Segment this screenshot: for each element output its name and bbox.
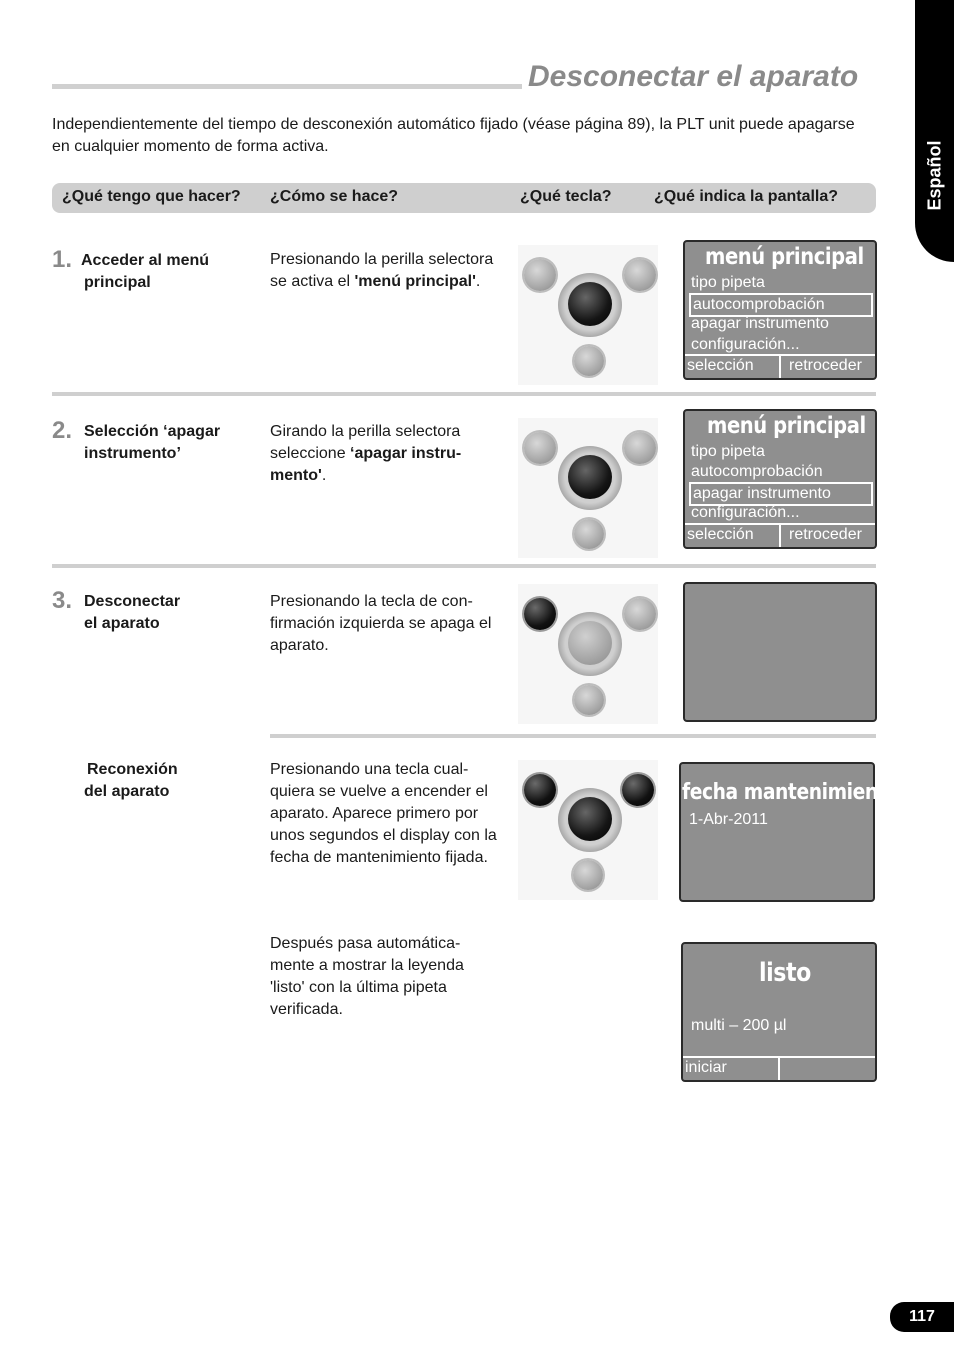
footer-divider (779, 525, 781, 547)
step-label: Selección ‘apagar (84, 423, 221, 440)
keypad (518, 584, 658, 724)
right-key[interactable] (624, 598, 656, 630)
menu-item-selected: apagar instrumento (689, 482, 873, 506)
language-tab-label: Español (924, 140, 945, 211)
step-description: Presionando la tecla de con-firmación izquierda se apaga el aparato. (270, 593, 492, 654)
menu-item-selected: autocomprobación (689, 293, 873, 317)
step-number: 3. (52, 587, 73, 614)
header-how: ¿Cómo se hace? (270, 188, 399, 205)
left-confirm-key[interactable] (524, 598, 556, 630)
softkey-left-label: selección (687, 526, 754, 543)
softkey-left-label: selección (687, 357, 754, 374)
header-key: ¿Qué tecla? (520, 188, 612, 205)
row-separator (270, 734, 876, 738)
step-description: Presionando una tecla cual-quiera se vuelve a encender el aparato. Aparece primero por unos segundos el display con la fecha de mantenimiento fijada. (270, 761, 497, 866)
right-key[interactable] (624, 259, 656, 291)
step-number: 1. (52, 246, 73, 273)
step-description: Presionando la perilla selectora se activa el 'menú principal'. (270, 251, 494, 290)
step-label: del aparato (84, 783, 170, 800)
menu-item: apagar instrumento (691, 315, 829, 332)
page-number: 117 (890, 1302, 954, 1332)
right-key[interactable] (624, 432, 656, 464)
softkey-left-label: iniciar (685, 1059, 727, 1076)
bottom-key[interactable] (574, 346, 604, 376)
menu-item: tipo pipeta (691, 443, 765, 460)
step-label: instrumento’ (84, 445, 181, 462)
menu-item: tipo pipeta (691, 274, 765, 291)
header-what: ¿Qué tengo que hacer? (62, 188, 241, 205)
display-screen-off (683, 582, 877, 722)
selector-knob[interactable] (568, 621, 612, 665)
step-label: Desconectar (84, 593, 181, 610)
step-label: Reconexión (87, 761, 178, 778)
keypad (518, 245, 658, 385)
step-label: Acceder al menú (81, 252, 210, 269)
left-key[interactable] (524, 259, 556, 291)
screen-title: listo (759, 958, 811, 988)
title-rule (52, 84, 522, 89)
display-screen-ready (681, 942, 877, 1082)
row-separator (52, 564, 876, 568)
step-description: Después pasa automática-mente a mostrar la leyenda 'listo' con la última pipeta verificada. (270, 935, 464, 1018)
menu-item: autocomprobación (691, 463, 823, 480)
intro-text: Independientemente del tiempo de desconexión automático fijado (véase página 89), la PLT unit puede apagarse en cualquier momento de forma activa. (52, 116, 855, 155)
selector-knob[interactable] (568, 797, 612, 841)
screen-footer (683, 1056, 875, 1080)
selector-knob[interactable] (568, 455, 612, 499)
language-tab (915, 0, 954, 262)
selector-knob[interactable] (568, 282, 612, 326)
display-screen-maintenance (679, 762, 899, 902)
menu-item: configuración... (691, 504, 800, 521)
footer-divider (779, 356, 781, 378)
bottom-key[interactable] (574, 685, 604, 715)
pipette-info: multi – 200 µl (691, 1017, 787, 1034)
display-screen (683, 240, 877, 380)
page-title: Desconectar el aparato (528, 60, 859, 93)
screen-footer (685, 523, 875, 547)
screen-title: menú principal (705, 244, 864, 270)
row-separator (52, 392, 876, 396)
keypad (518, 418, 658, 558)
right-key[interactable] (622, 774, 654, 806)
screen-title: menú principal (707, 413, 866, 439)
step-label: principal (84, 274, 151, 291)
left-key[interactable] (524, 774, 556, 806)
display-screen (683, 409, 877, 549)
screen-title: fecha mantenimiento (682, 780, 899, 805)
softkey-right-label: retroceder (789, 357, 862, 374)
bottom-key[interactable] (573, 860, 603, 890)
header-display: ¿Qué indica la pantalla? (654, 188, 839, 205)
menu-item: configuración... (691, 336, 800, 353)
keypad (518, 760, 658, 900)
maintenance-date: 1-Abr-2011 (689, 811, 768, 828)
step-label: el aparato (84, 615, 160, 632)
softkey-right-label: retroceder (789, 526, 862, 543)
step-number: 2. (52, 417, 73, 444)
bottom-key[interactable] (574, 519, 604, 549)
screen-footer (685, 354, 875, 378)
left-key[interactable] (524, 432, 556, 464)
footer-divider (778, 1058, 780, 1080)
step-description: Girando la perilla selectora seleccione ‘apagar instru-mento'. (270, 423, 462, 484)
